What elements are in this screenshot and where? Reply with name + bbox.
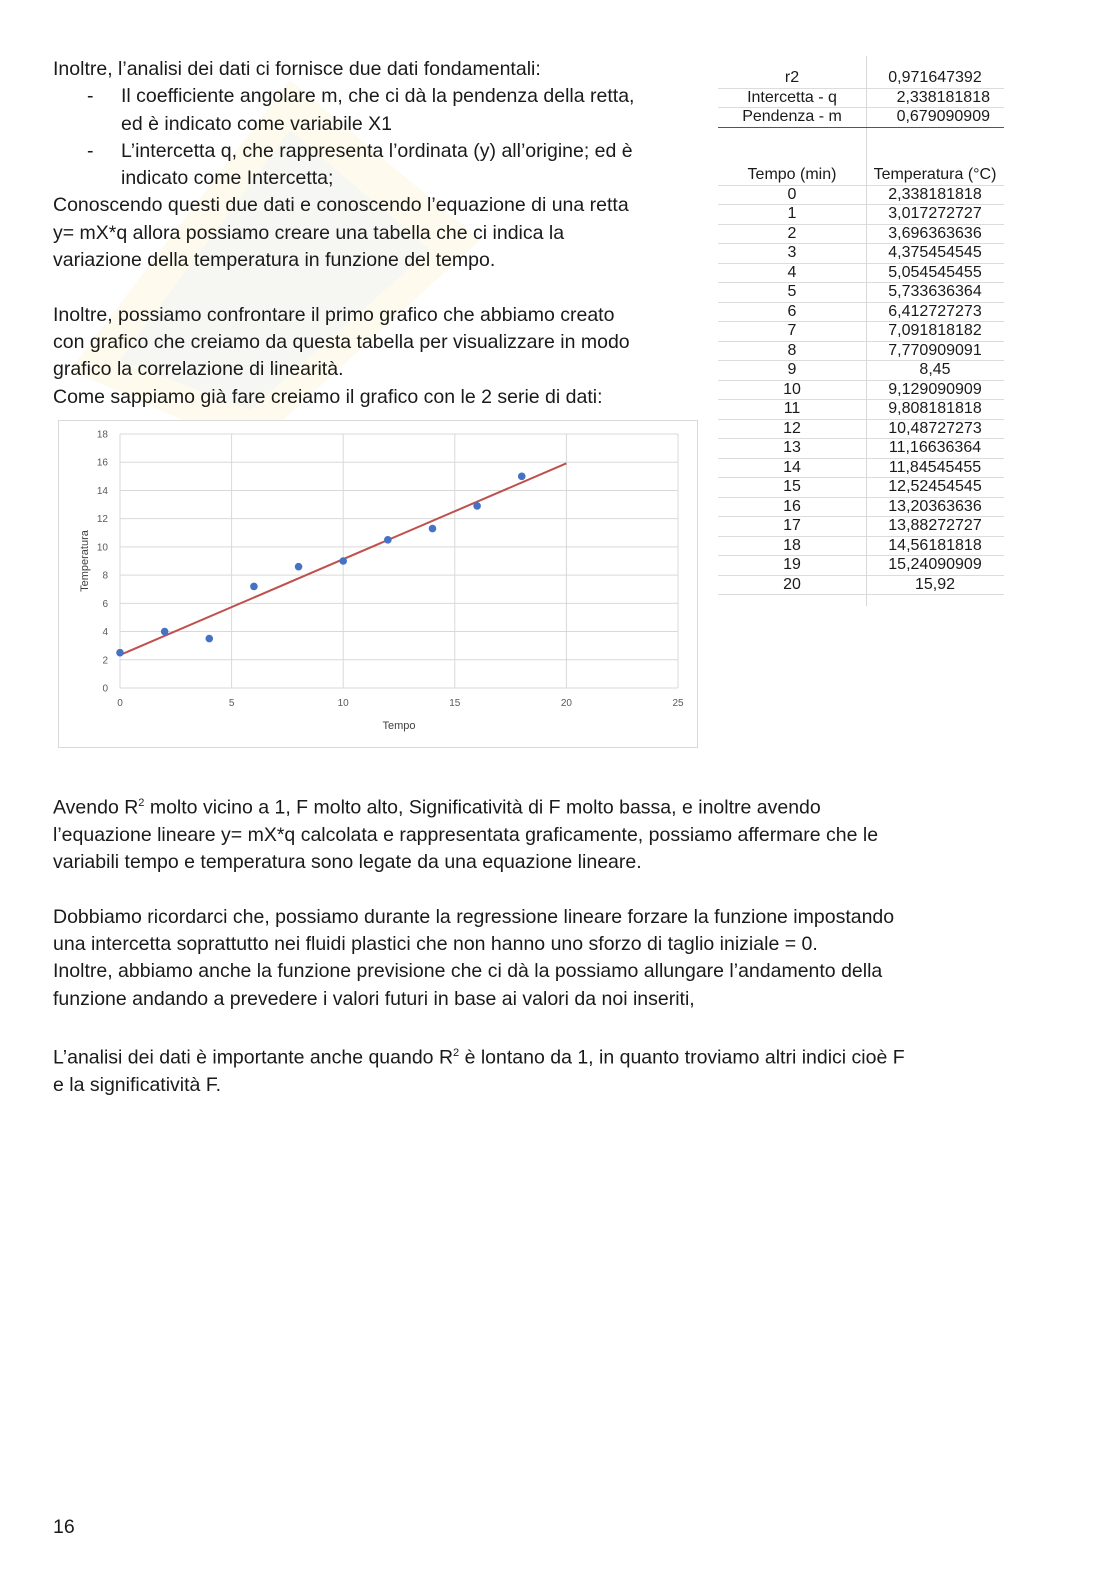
text-run: Avendo R [53, 796, 139, 819]
table-row [718, 556, 1004, 576]
table-row [718, 420, 1004, 440]
blank-line [53, 274, 703, 301]
cell-temperature: 4,375454545 [888, 244, 982, 262]
stat-value: 2,338181818 [896, 88, 990, 106]
cell-time: 11 [783, 400, 801, 418]
bullet-text [121, 83, 634, 138]
y-tick-label: 10 [96, 542, 108, 554]
y-tick-label: 14 [96, 485, 108, 497]
stat-label: Pendenza - m [742, 108, 842, 126]
stat-value: 0,971647392 [888, 69, 982, 87]
stats-row-intercept [718, 89, 1004, 109]
bullet-text [121, 138, 633, 193]
cell-temperature: 7,091818182 [888, 322, 982, 340]
paragraph-line: Conoscendo questi due dati e conoscendo l’equazione di una retta [53, 194, 629, 217]
paragraph-line: variazione della temperatura in funzione del tempo. [53, 249, 496, 272]
cell-time: 19 [783, 556, 801, 574]
data-point [518, 473, 526, 481]
table-row [718, 283, 1004, 303]
table-row [718, 264, 1004, 284]
data-point [295, 563, 303, 571]
table-row [718, 439, 1004, 459]
table-row [718, 322, 1004, 342]
intro-text [53, 56, 703, 411]
cell-temperature: 11,84545455 [888, 458, 982, 476]
paragraph-line: grafico la correlazione di linearità. [53, 358, 344, 381]
blank-line [53, 876, 1053, 903]
cell-temperature: 15,24090909 [888, 556, 982, 574]
table-row [718, 400, 1004, 420]
text-run: è lontano da 1, in quanto troviamo altri indici cioè F [459, 1046, 905, 1069]
paragraph-line: l’equazione lineare y= mX*q calcolata e rappresentata graficamente, possiamo affermare che le [53, 823, 879, 846]
x-tick-label: 5 [228, 698, 235, 709]
cell-time: 6 [787, 302, 797, 320]
table-row [718, 244, 1004, 264]
cell-time: 3 [787, 244, 797, 262]
scatter-chart [58, 420, 698, 748]
table-row [718, 517, 1004, 537]
data-point [339, 557, 347, 565]
table-row [718, 205, 1004, 225]
cell-time: 2 [787, 224, 797, 242]
cell-temperature: 3,696363636 [888, 224, 982, 242]
paragraph-line: Dobbiamo ricordarci che, possiamo durante la regressione lineare forzare la funzione impostando [53, 905, 895, 928]
table-row [718, 303, 1004, 323]
page-number: 16 [53, 1516, 75, 1538]
x-tick-label: 25 [672, 698, 684, 709]
data-point [116, 649, 124, 657]
stat-label: Intercetta - q [747, 88, 837, 106]
cell-temperature: 9,129090909 [888, 380, 982, 398]
y-tick-label: 16 [96, 457, 108, 469]
x-tick-label: 10 [337, 698, 349, 709]
cell-time: 4 [787, 263, 797, 281]
cell-temperature: 5,733636364 [888, 283, 982, 301]
y-tick-label: 2 [102, 655, 108, 667]
conclusion-text [53, 790, 1053, 1099]
cell-time: 17 [783, 517, 801, 535]
paragraph-line [53, 790, 1053, 822]
cell-temperature: 6,412727273 [888, 302, 982, 320]
data-point [250, 583, 258, 591]
cell-temperature: 10,48727273 [888, 419, 982, 437]
table-row [718, 459, 1004, 479]
paragraph-line: una intercetta soprattutto nei fluidi plastici che non hanno uno sforzo di taglio iniziale = 0. [53, 932, 818, 955]
cell-time: 0 [787, 185, 797, 203]
paragraph-line: con grafico che creiamo da questa tabella per visualizzare in modo [53, 330, 630, 353]
data-point [429, 525, 437, 533]
cell-time: 16 [783, 497, 801, 515]
data-point [473, 502, 481, 510]
paragraph-line: funzione andando a prevedere i valori futuri in base ai valori da noi inseriti, [53, 987, 695, 1010]
cell-time: 14 [783, 458, 801, 476]
y-tick-label: 0 [102, 683, 108, 695]
cell-time: 8 [787, 341, 797, 359]
bullet-item [87, 83, 703, 138]
cell-temperature: 15,92 [914, 575, 956, 593]
y-tick-label: 18 [96, 429, 108, 441]
paragraph-line: Inoltre, abbiamo anche la funzione previsione che ci dà la possiamo allungare l’andamento della [53, 960, 883, 983]
cell-time: 5 [787, 283, 797, 301]
table-row [718, 342, 1004, 362]
table-row [718, 576, 1004, 596]
y-tick-label: 6 [102, 598, 108, 610]
bullet-item [87, 138, 703, 193]
bullet-line: Il coefficiente angolare m, che ci dà la pendenza della retta, [121, 85, 635, 108]
cell-time: 1 [787, 205, 797, 223]
cell-time: 18 [783, 536, 801, 554]
cell-time: 13 [783, 439, 801, 457]
bullet-line: ed è indicato come variabile X1 [121, 112, 392, 135]
cell-time: 10 [783, 380, 801, 398]
stats-row-slope [718, 108, 1004, 128]
cell-temperature: 13,20363636 [888, 497, 982, 515]
table-row [718, 381, 1004, 401]
data-point [205, 635, 213, 643]
cell-time: 15 [783, 478, 801, 496]
paragraph-line: Inoltre, possiamo confrontare il primo grafico che abbiamo creato [53, 303, 615, 326]
cell-temperature: 12,52454545 [888, 478, 982, 496]
data-point [384, 536, 392, 544]
cell-temperature: 8,45 [919, 361, 951, 379]
paragraph-line: variabili tempo e temperatura sono legate da una equazione lineare. [53, 851, 642, 874]
text-run: molto vicino a 1, F molto alto, Significatività di F molto bassa, e inoltre avendo [144, 796, 821, 819]
text-run: L’analisi dei dati è importante anche quando R [53, 1046, 454, 1069]
cell-temperature: 5,054545455 [888, 263, 982, 281]
paragraph-line: e la significatività F. [53, 1073, 221, 1096]
stats-row-r2 [718, 69, 1004, 89]
blank-line [53, 1013, 1053, 1040]
superscript: 2 [138, 797, 145, 809]
cell-time: 20 [783, 575, 801, 593]
paragraph-line: Come sappiamo già fare creiamo il grafico con le 2 serie di dati: [53, 385, 603, 408]
cell-time: 12 [783, 419, 801, 437]
cell-temperature: 11,16636364 [888, 439, 982, 457]
intro-line: Inoltre, l’analisi dei dati ci fornisce due dati fondamentali: [53, 58, 541, 80]
data-point [161, 628, 169, 636]
cell-temperature: 14,56181818 [888, 536, 982, 554]
table-row [718, 225, 1004, 245]
y-tick-label: 12 [96, 514, 108, 526]
cell-temperature: 9,808181818 [888, 400, 982, 418]
bullet-line: indicato come Intercetta; [121, 167, 334, 190]
stat-label: r2 [784, 69, 800, 87]
cell-temperature: 7,770909091 [888, 341, 982, 359]
table-header [718, 166, 1004, 186]
bullet-dash: - [87, 139, 94, 162]
bullet-line: L’intercetta q, che rappresenta l’ordinata (y) all’origine; ed è [121, 139, 633, 162]
x-tick-label: 15 [449, 698, 461, 709]
cell-time: 7 [787, 322, 797, 340]
stat-value: 0,679090909 [896, 108, 990, 126]
paragraph-line: y= mX*q allora possiamo creare una tabella che ci indica la [53, 221, 565, 244]
paragraph-line [53, 1040, 1053, 1072]
x-tick-label: 20 [560, 698, 572, 709]
table-row [718, 361, 1004, 381]
x-axis-label: Tempo [382, 720, 416, 732]
table-row [718, 186, 1004, 206]
y-tick-label: 4 [102, 627, 108, 639]
y-tick-label: 8 [102, 570, 108, 582]
table-row [718, 478, 1004, 498]
x-tick-label: 0 [117, 698, 123, 709]
cell-time: 9 [787, 361, 797, 379]
bullet-dash: - [87, 85, 94, 108]
column-header-time: Tempo (min) [747, 166, 837, 184]
cell-temperature: 13,88272727 [888, 517, 982, 535]
table-row [718, 537, 1004, 557]
column-header-temperature: Temperatura (°C) [873, 166, 997, 184]
y-axis-label: Temperatura [79, 530, 91, 592]
superscript: 2 [453, 1047, 460, 1060]
cell-temperature: 2,338181818 [888, 185, 982, 203]
table-row [718, 498, 1004, 518]
cell-temperature: 3,017272727 [888, 205, 982, 223]
